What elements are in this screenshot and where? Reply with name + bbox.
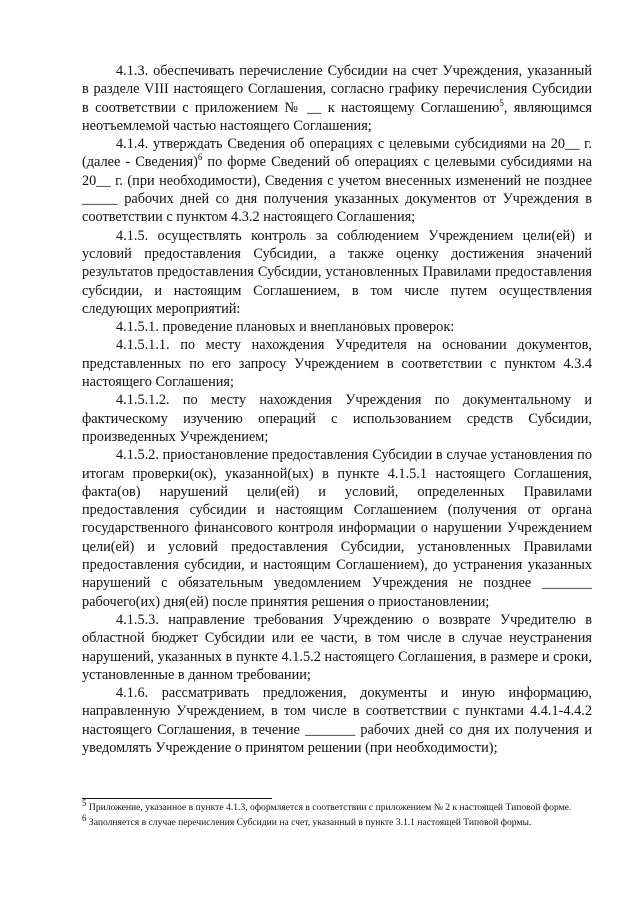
footnote-ref-5: 5 bbox=[499, 97, 504, 108]
paragraph-4-1-5-1-1: 4.1.5.1.1. по месту нахождения Учредителя на основании документов, представленных по его запросу Учреждением в соответствии с пунктом 4.3.4 настоящего Соглашения; bbox=[82, 337, 592, 391]
paragraph-4-1-5-1: 4.1.5.1. проведение плановых и внеплановых проверок: bbox=[116, 319, 455, 336]
footnote-5: $^5$ Приложение, указанное в пункте 4.1.3, оформляется в соответствии с приложением № 2 к настоящей Типовой форме. bbox=[82, 797, 572, 813]
footnotes bbox=[82, 797, 592, 831]
paragraph-4-1-5-1-2: 4.1.5.1.2. по месту нахождения Учреждения по документальному и фактическому изучению операций с использованием средств Субсидии, произведенных Учреждением; bbox=[82, 392, 592, 445]
document-body bbox=[82, 62, 592, 757]
paragraph-4-1-4: 4.1.4. утверждать Сведения об операциях с целевыми субсидиями на 20__ г. (далее - Сведения)$^6$ по форме Сведений об операциях с целевыми субсидиями на 20__ г. (при необходимости), Сведения с учетом внесенных изменений не позднее _____ рабочих дней со дня получения указанных документов от Учреждения в соответствии с пунктом 4.3.2 настоящего Соглашения; bbox=[82, 136, 592, 226]
paragraph-4-1-6: 4.1.6. рассматривать предложения, документы и иную информацию, направленную Учреждением, в том числе в соответствии с пунктами 4.4.1-4.4.2 настоящего Соглашения, в течение _______ рабочих дней со дня их получения и уведомлять Учреждение о принятом решении (при необходимости); bbox=[82, 685, 592, 756]
footnote-divider bbox=[82, 798, 272, 799]
paragraph-4-1-3: 4.1.3. обеспечивать перечисление Субсидии на счет Учреждения, указанный в разделе VIII настоящего Соглашения, согласно графику перечисления Субсидии в соответствии с приложением № __ к настоящему Соглашению$^5$, являющимся неотъемлемой частью настоящего Соглашения; bbox=[82, 63, 592, 134]
footnote-ref-6: 6 bbox=[197, 152, 203, 163]
paragraph-4-1-5-3: 4.1.5.3. направление требования Учреждению о возврате Учредителю в областной бюджет Субсидии или ее части, в том числе в случае неустранения нарушений, указанных в пункте 4.1.5.2 настоящего Соглашения, в размере и сроки, установленные в данном требовании; bbox=[82, 611, 592, 683]
paragraph-4-1-5-2: 4.1.5.2. приостановление предоставления Субсидии в случае установления по итогам проверки(ок), указанной(ых) в пункте 4.1.5.1 настоящего Соглашения, факта(ов) нарушений цели(ей) и условий, определенных Правилами предоставления субсидии и настоящим Соглашением (получения от органа государственного финансового контроля информации о нарушении Учреждением цели(ей) и условий предоставления Субсидии, установленных Правилами предоставления субсидии, и настоящим Соглашением), до устранения указанных нарушений с обязательным уведомлением Учреждения не позднее _______ рабочего(их) дня(ей) после принятия решения о приостановлении; bbox=[82, 447, 592, 610]
footnote-6: $^6$ Заполняется в случае перечисления Субсидии на счет, указанный в пункте 3.1.1 настоящей Типовой формы. bbox=[82, 812, 532, 828]
paragraph-4-1-5: 4.1.5. осуществлять контроль за соблюдением Учреждением цели(ей) и условий предоставления Субсидии, а также оценку достижения значений результатов предоставления Субсидии, установленных Правилами предоставления субсидии, и настоящим Соглашением, в том числе путем осуществления следующих мероприятий: bbox=[82, 227, 592, 317]
